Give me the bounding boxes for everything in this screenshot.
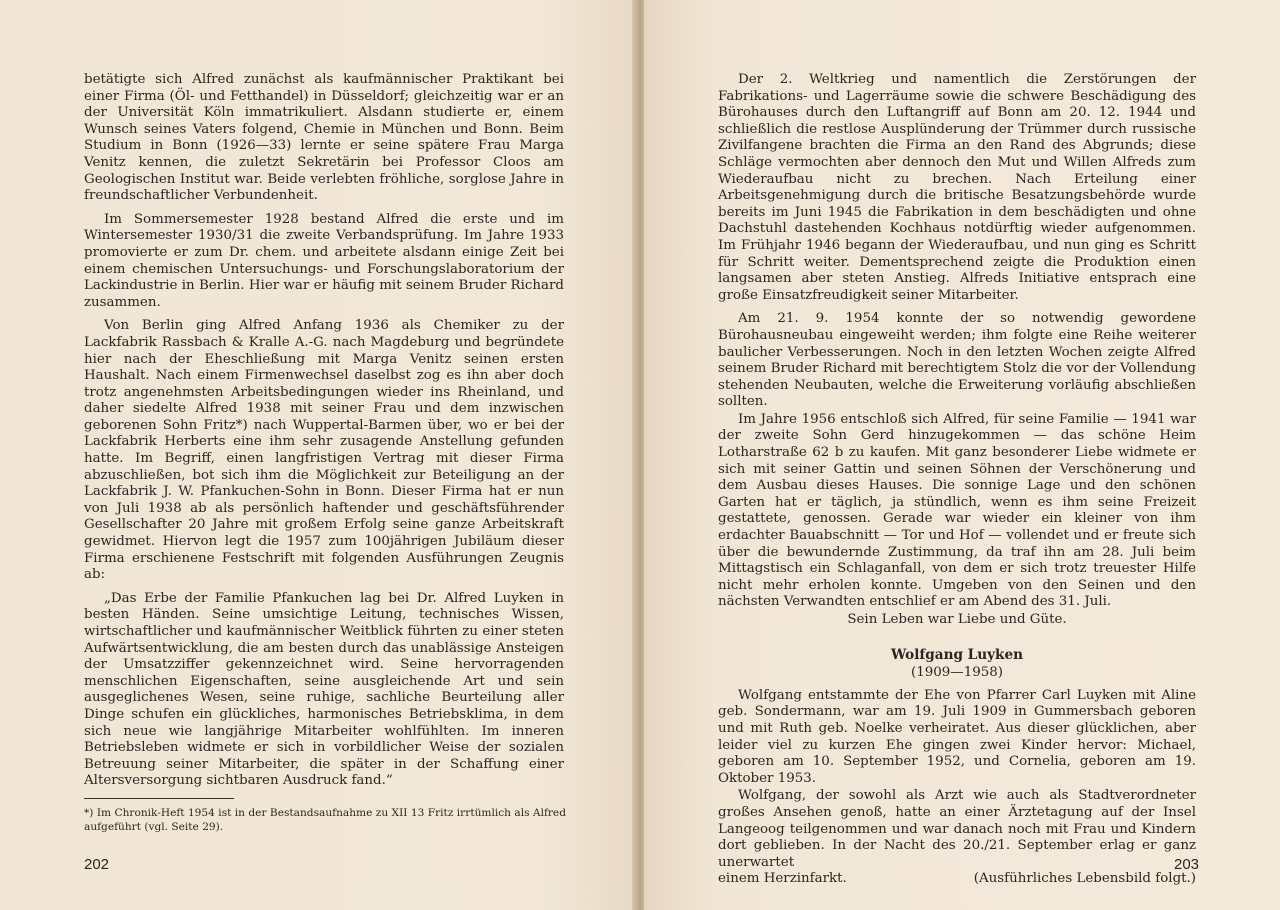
closing-line: Sein Leben war Liebe und Güte. bbox=[847, 612, 1067, 627]
paragraph: Wolfgang entstammte der Ehe von Pfarrer Carl Luyken mit Aline geb. Sondermann, war am 19. Juli 1909 in Gummersbach geboren und mit Ruth geb. Noelke verheiratet. Aus dieser glücklichen, aber leider viel zu kurzen Ehe gingen zwei Kinder hervor: Michael, geboren am 10. September 1952, und Cornelia, geboren am 19. Oktober 1953. bbox=[718, 687, 1196, 786]
paragraph: Wolfgang, der sowohl als Arzt wie auch als Stadtverordneter großes Ansehen genoß, hatte an einer Ärztetagung auf der Insel Langeoog teilgenommen und war danach noch mit Frau und Kindern dort geblieben. In der Nacht des 20./21. September erlag er ganz unerwartet bbox=[718, 788, 1196, 870]
page-number: 203 bbox=[1174, 856, 1200, 873]
section-years: (1909—1958) bbox=[911, 665, 1003, 681]
right-page bbox=[644, 0, 1280, 910]
footnote: *) Im Chronik-Heft 1954 ist in der Bestandsaufnahme zu XII 13 Fritz irrtümlich als Alfred aufgeführt (vgl. Seite 29). bbox=[84, 807, 566, 833]
left-page-body bbox=[84, 72, 564, 797]
section-heading: Wolfgang Luyken bbox=[891, 646, 1023, 663]
right-page-body bbox=[718, 72, 1196, 888]
paragraph: Im Sommersemester 1928 bestand Alfred die erste und im Wintersemester 1930/31 die zweite Verbandsprüfung. Im Jahre 1933 promovierte er zum Dr. chem. und arbeitete alsdann einige Zeit bei einem chemischen Untersuchungs- und Forschungslaboratorium der Lackindustrie in Berlin. Hier war er häufig mit seinem Bruder Richard zusammen. bbox=[84, 211, 564, 310]
paragraph: Am 21. 9. 1954 konnte der so notwendig gewordene Bürohausneubau eingeweiht werden; ihm folgte eine Reihe weiterer baulicher Verbesserungen. Noch in den letzten Wochen zeigte Alfred seinem Bruder Richard mit berechtigtem Stolz die vor der Vollendung stehenden Neubauten, welche die Erweiterung vorläufig abschließen sollten. bbox=[718, 311, 1196, 410]
final-line bbox=[718, 871, 1196, 888]
footnote-rule bbox=[84, 798, 234, 799]
paragraph: Von Berlin ging Alfred Anfang 1936 als Chemiker zu der Lackfabrik Rassbach & Kralle A.-G. nach Magdeburg und begründete hier nach der Eheschließung mit Marga Venitz seinen ersten Haushalt. Nach einem Firmenwechsel daselbst zog es ihn aber doch trotz angenehmsten Arbeitsbedingungen wieder ins Rheinland, und daher siedelte Alfred 1938 mit seiner Frau und dem inzwischen geborenen Sohn Fritz*) nach Wuppertal-Barmen über, wo er bei der Lackfabrik Herberts eine ihm sehr zusagende Anstellung gefunden hatte. Im Begriff, einen langfristigen Vertrag mit dieser Firma abzuschließen, bot sich ihm die Möglichkeit zur Beteiligung an der Lackfabrik J. W. Pfankuchen-Sohn in Bonn. Dieser Firma hat er nun von Juli 1938 ab als persönlich haftender und geschäftsführender Gesellschafter 20 Jahre mit großem Erfolg seine ganze Arbeitskraft gewidmet. Hiervon legt die 1957 zum 100jährigen Jubiläum dieser Firma erschienene Festschrift mit folgenden Ausführungen Zeugnis ab: bbox=[84, 318, 564, 583]
final-line-note: (Ausführliches Lebensbild folgt.) bbox=[973, 871, 1196, 887]
paragraph: betätigte sich Alfred zunächst als kaufmännischer Praktikant bei einer Firma (Öl- und Fetthandel) in Düsseldorf; gleichzeitig war er an der Universität Köln immatrikuliert. Alsdann studierte er, einem Wunsch seines Vaters folgend, Chemie in München und Bonn. Beim Studium in Bonn (1926—33) lernte er seine spätere Frau Marga Venitz kennen, die zuletzt Sekretärin bei Professor Cloos am Geologischen Institut war. Beide verlebten fröhliche, sorglose Jahre in freundschaftlicher Verbundenheit. bbox=[84, 72, 564, 204]
left-page bbox=[0, 0, 636, 910]
page-number: 202 bbox=[84, 856, 110, 873]
paragraph: Im Jahre 1956 entschloß sich Alfred, für seine Familie — 1941 war der zweite Sohn Gerd hinzugekommen — das schöne Heim Lotharstraße 62 b zu kaufen. Mit ganz besonderer Liebe widmete er sich mit seiner Gattin und seinen Söhnen der Verschönerung und dem Ausbau dieses Hauses. Die sonnige Lage und den schönen Garten hat er täglich, ja stündlich, wenn es ihm seine Freizeit gestattete, genossen. Gerade war wieder ein kleiner von ihm erdachter Bauabschnitt — Tor und Hof — vollendet und er freute sich über die bewundernde Zustimmung, da traf ihn am 28. Juli beim Mittagstisch ein Schlaganfall, von dem er sich trotz treuester Hilfe nicht mehr erholen konnte. Umgeben von den Seinen und den nächsten Verwandten entschlief er am Abend des 31. Juli. bbox=[718, 411, 1196, 610]
quotation: „Das Erbe der Familie Pfankuchen lag bei Dr. Alfred Luyken in besten Händen. Seine umsichtige Leitung, technisches Wissen, wirtschaftlicher und kaufmännischer Weitblick führten zu einer steten Aufwärtsentwicklung, die am besten durch das unablässige Ansteigen der Umsatzziffer gekennzeichnet wird. Seine hervorragenden menschlichen Eigenschaften, seine ausgleichende Art und sein ausgeglichenes Wesen, seine ruhige, sachliche Beurteilung aller Dinge schufen ein glückliches, harmonisches Betriebsklima, in dem sich neue wie langjährige Mitarbeiter wohlfühlten. Im inneren Betriebsleben widmete er sich in vorbildlicher Weise der sozialen Betreuung seiner Mitarbeiter, die später in der Schaffung einer Altersversorgung sichtbaren Ausdruck fand.“ bbox=[84, 590, 564, 789]
final-line-text: einem Herzinfarkt. bbox=[718, 871, 847, 887]
paragraph: Der 2. Weltkrieg und namentlich die Zerstörungen der Fabrikations- und Lagerräume sowie die schwere Beschädigung des Bürohauses durch den Luftangriff auf Bonn am 20. 12. 1944 und schließlich die restlose Ausplünderung der Trümmer durch russische Zivilfangene brachten die Firma an den Rand des Abgrunds; diese Schläge vermochten aber dennoch den Mut und Willen Alfreds zum Wiederaufbau nicht zu brechen. Nach Erteilung einer Arbeitsgenehmigung durch die britische Besatzungsbehörde wurde bereits im Juni 1945 die Fabrikation in dem beschädigten und ohne Dachstuhl dastehenden Kochhaus notdürftig wieder aufgenommen. Im Frühjahr 1946 begann der Wiederaufbau, und nun ging es Schritt für Schritt weiter. Dementsprechend zeigte die Produktion einen langsamen aber steten Anstieg. Alfreds Initiative entsprach eine große Einsatzfreudigkeit seiner Mitarbeiter. bbox=[718, 72, 1196, 303]
